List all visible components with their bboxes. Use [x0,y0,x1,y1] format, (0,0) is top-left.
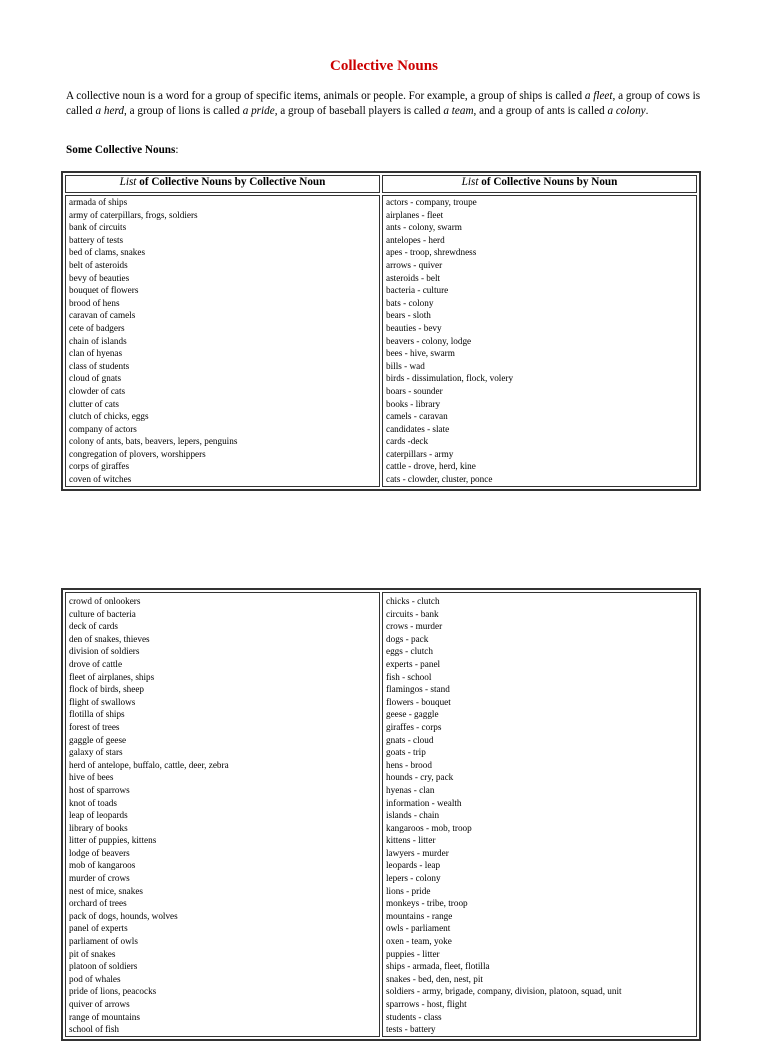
list-item: colony of ants, bats, beavers, lepers, penguins [69,436,238,447]
header-by-collective-noun [65,175,380,193]
list-item: gaggle of geese [69,734,127,745]
list-item: quiver of arrows [69,999,130,1009]
list-item: bevy of beauties [69,272,130,283]
list-item: bank of circuits [69,222,127,233]
intro-text-2: , a group of cows is called [66,90,701,117]
list-item: panel of experts [69,923,128,934]
list-item: class of students [69,360,130,371]
intro-text-5: , and a group of ants is called [473,105,608,117]
list-item: hounds - cry, pack [386,772,454,783]
list-item: experts - panel [386,658,441,669]
list-item: orchard of trees [69,898,127,909]
list-item: range of mountains [69,1011,140,1022]
collective-nouns-table-2 [61,588,701,1041]
list-item: ants - colony, swarm [386,222,462,233]
intro-example-herd: a herd [95,105,124,117]
list-item: knot of toads [69,797,117,808]
list-item: cards -deck [386,436,429,447]
list-item: cattle - drove, herd, kine [386,461,476,472]
list-item: lodge of beavers [69,847,130,858]
list-item: geese - gaggle [386,709,439,720]
intro-example-pride: a pride [242,105,275,117]
list-item: clutch of chicks, eggs [69,411,149,422]
list-item: information - wealth [386,797,462,808]
list-item: puppies - litter [386,948,440,959]
list-item: parliament of owls [69,936,138,947]
list-item: giraffes - corps [386,721,442,732]
list-item: corps of giraffes [69,461,130,472]
intro-text-3: , a group of lions is called [124,105,243,117]
list-item: armada of ships [69,197,128,207]
list-item: owls - parliament [386,923,451,934]
list-item: actors - company, troupe [386,197,477,207]
list-item: fleet of airplanes, ships [69,671,155,682]
list-item: belt of asteroids [69,259,128,270]
list-item: bees - hive, swarm [386,348,455,359]
list-item: galaxy of stars [69,747,123,758]
list-item: candidates - slate [386,423,450,434]
table-body-row [65,592,697,1037]
list-item: fish - school [386,671,432,682]
list-item: platoon of soldiers [69,961,138,972]
intro-paragraph [66,89,706,119]
list-item: hyenas - clan [386,784,435,795]
list-item: brood of hens [69,297,120,308]
list-item: mob of kangaroos [69,860,136,871]
list-item: islands - chain [386,810,440,821]
list-item: leopards - leap [386,860,441,871]
list-item: host of sparrows [69,784,130,795]
subheading-label: Some Collective Nouns [66,144,176,156]
list-item: caterpillars - army [386,448,454,459]
list-item: den of snakes, thieves [69,633,150,644]
page-title: Collective Nouns [330,58,438,74]
header-right-text: of Collective Nouns by Noun [478,176,618,188]
list-item: chicks - clutch [386,596,440,606]
list-item: cloud of gnats [69,373,122,384]
list-item: lions - pride [386,885,431,896]
list-item: antelopes - herd [386,234,445,245]
header-left-text: of Collective Nouns by Collective Noun [136,176,326,188]
list-item: school of fish [69,1024,120,1035]
list-item: flamingos - stand [386,684,450,695]
list-item: nest of mice, snakes [69,885,143,896]
subheading-colon: : [175,144,179,156]
intro-example-colony: a colony [607,105,646,117]
list-item: asteroids - belt [386,272,441,283]
table-body-row [65,195,697,487]
list-item: goats - trip [386,747,426,758]
list-item: congregation of plovers, worshippers [69,448,206,459]
list-item: hens - brood [386,759,432,770]
list-item: clutter of cats [69,398,119,409]
list-item: eggs - clutch [386,646,433,657]
header-right-italic: List [461,176,479,188]
list-item: ships - armada, fleet, flotilla [386,961,490,972]
list-item: bats - colony [386,297,434,308]
intro-example-fleet: a fleet [584,90,613,102]
list-item: army of caterpillars, frogs, soldiers [69,209,198,220]
list-item: caravan of camels [69,310,136,321]
list-item: camels - caravan [386,411,448,422]
list-item: books - library [386,398,441,409]
by-collective-noun-column [65,592,380,1037]
list-item: library of books [69,822,128,833]
intro-text-4: , a group of baseball players is called [274,105,444,117]
list-item: pack of dogs, hounds, wolves [69,910,178,921]
list-item: cats - clowder, cluster, ponce [386,474,493,485]
list-item: bed of clams, snakes [69,247,146,258]
intro-text-1: A collective noun is a word for a group of specific items, animals or people. For example, a group of ships is called [66,90,585,102]
list-item: apes - troop, shrewdness [386,247,477,258]
list-item: tests - battery [386,1024,436,1035]
list-item: lawyers - murder [386,847,449,858]
section-subheading [66,144,179,156]
collective-nouns-table-1 [61,171,701,491]
list-item: soldiers - army, brigade, company, division, platoon, squad, unit [386,986,622,997]
list-item: oxen - team, yoke [386,936,452,947]
list-item: murder of crows [69,873,130,884]
by-collective-noun-column [65,195,380,487]
intro-example-team: a team [443,105,474,117]
list-item: culture of bacteria [69,608,136,619]
header-left-italic: List [119,176,137,188]
list-item: pit of snakes [69,948,116,959]
list-item: company of actors [69,423,137,434]
list-item: deck of cards [69,621,118,632]
intro-text-6: . [645,105,649,117]
list-item: bacteria - culture [386,285,449,296]
list-item: flowers - bouquet [386,696,451,707]
list-item: boars - sounder [386,385,443,396]
list-item: cete of badgers [69,322,125,333]
list-item: beavers - colony, lodge [386,335,472,346]
by-noun-column [382,195,697,487]
list-item: battery of tests [69,234,124,245]
list-item: litter of puppies, kittens [69,835,157,846]
list-item: crowd of onlookers [69,596,141,606]
list-item: flotilla of ships [69,709,125,720]
list-item: flock of birds, sheep [69,684,145,695]
list-item: drove of cattle [69,658,123,669]
list-item: clowder of cats [69,385,126,396]
list-item: kittens - litter [386,835,436,846]
list-item: chain of islands [69,335,127,346]
list-item: monkeys - tribe, troop [386,898,468,909]
list-item: division of soldiers [69,646,140,657]
header-by-noun [382,175,697,193]
list-item: leap of leopards [69,810,128,821]
list-item: forest of trees [69,721,120,732]
list-item: pod of whales [69,973,121,984]
list-item: clan of hyenas [69,348,123,359]
list-item: circuits - bank [386,608,439,619]
list-item: airplanes - fleet [386,209,444,220]
list-item: dogs - pack [386,633,429,644]
list-item: students - class [386,1011,442,1022]
list-item: birds - dissimulation, flock, volery [386,373,514,384]
by-noun-column [382,592,697,1037]
list-item: hive of bees [69,772,114,783]
list-item: pride of lions, peacocks [69,986,157,997]
list-item: herd of antelope, buffalo, cattle, deer, zebra [69,759,229,770]
list-item: snakes - bed, den, nest, pit [386,973,483,984]
table-header-row [65,175,697,193]
list-item: arrows - quiver [386,259,443,270]
list-item: bills - wad [386,360,425,371]
list-item: bouquet of flowers [69,285,139,296]
list-item: coven of witches [69,474,132,485]
list-item: sparrows - host, flight [386,999,467,1009]
list-item: gnats - cloud [386,734,434,745]
list-item: bears - sloth [386,310,431,321]
list-item: flight of swallows [69,696,136,707]
list-item: lepers - colony [386,873,441,884]
list-item: beauties - bevy [386,322,442,333]
list-item: crows - murder [386,621,443,632]
list-item: kangaroos - mob, troop [386,822,472,833]
list-item: mountains - range [386,910,453,921]
